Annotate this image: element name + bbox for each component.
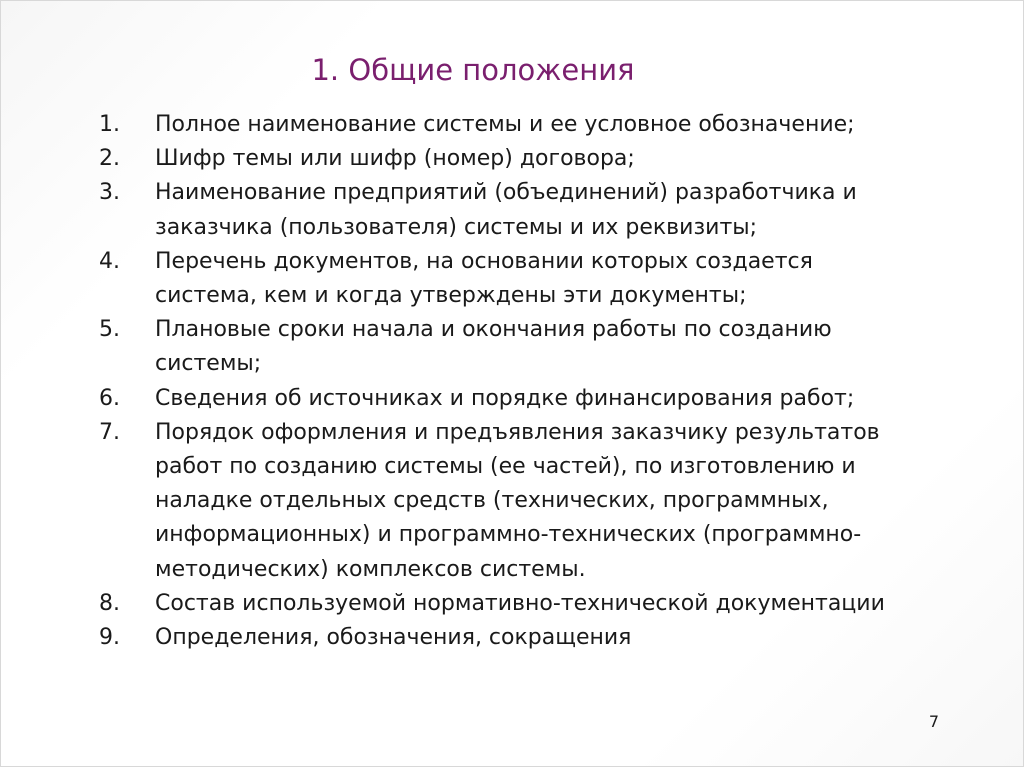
list-item-number: 3.: [99, 180, 120, 206]
list-item-line: работ по созданию системы (ее частей), по изготовлению и: [155, 454, 856, 480]
list-item-line: Порядок оформления и предъявления заказчику результатов: [155, 419, 880, 445]
list-item: [99, 587, 939, 621]
list-item: [99, 313, 939, 381]
list-item-line: наладке отдельных средств (технических, программных,: [155, 488, 829, 514]
list-item-line: Состав используемой нормативно-технической документации: [155, 590, 885, 616]
list-item-number: 6.: [99, 385, 120, 411]
list-item-line: методических) комплексов системы.: [155, 556, 586, 582]
slide: [1, 1, 1023, 766]
list-item: [99, 108, 939, 142]
list-item-line: Сведения об источниках и порядке финансирования работ;: [155, 385, 855, 411]
list-item-line: система, кем и когда утверждены эти документы;: [155, 283, 747, 309]
list-item-line: Определения, обозначения, сокращения: [155, 625, 632, 651]
list-item-line: Плановые сроки начала и окончания работы по созданию: [155, 317, 832, 343]
list-item-line: Шифр темы или шифр (номер) договора;: [155, 146, 635, 172]
list-item-number: 4.: [99, 248, 120, 274]
list-item-number: 7.: [99, 419, 120, 445]
list-item-line: Наименование предприятий (объединений) разработчика и: [155, 180, 857, 206]
list-item: [99, 176, 939, 244]
list-item-line: Перечень документов, на основании которых создается: [155, 248, 813, 274]
list-item-line: Полное наименование системы и ее условное обозначение;: [155, 112, 855, 137]
numbered-list: [99, 108, 939, 655]
list-item: [99, 621, 939, 655]
list-item-line: системы;: [155, 351, 262, 377]
list-item-line: заказчика (пользователя) системы и их реквизиты;: [155, 214, 758, 240]
list-item-number: 2.: [99, 146, 120, 172]
slide-title: 1. Общие положения: [311, 53, 635, 87]
list-item: [99, 245, 939, 313]
list-item-number: 1.: [99, 112, 120, 137]
list-item-number: 8.: [99, 590, 120, 616]
list-item: [99, 416, 939, 587]
list-item-number: 9.: [99, 625, 120, 651]
page-number: 7: [928, 712, 939, 731]
list-item-line: информационных) и программно-технических (программно-: [155, 522, 862, 548]
list-item: [99, 382, 939, 416]
list-item: [99, 142, 939, 176]
list-item-number: 5.: [99, 317, 120, 343]
